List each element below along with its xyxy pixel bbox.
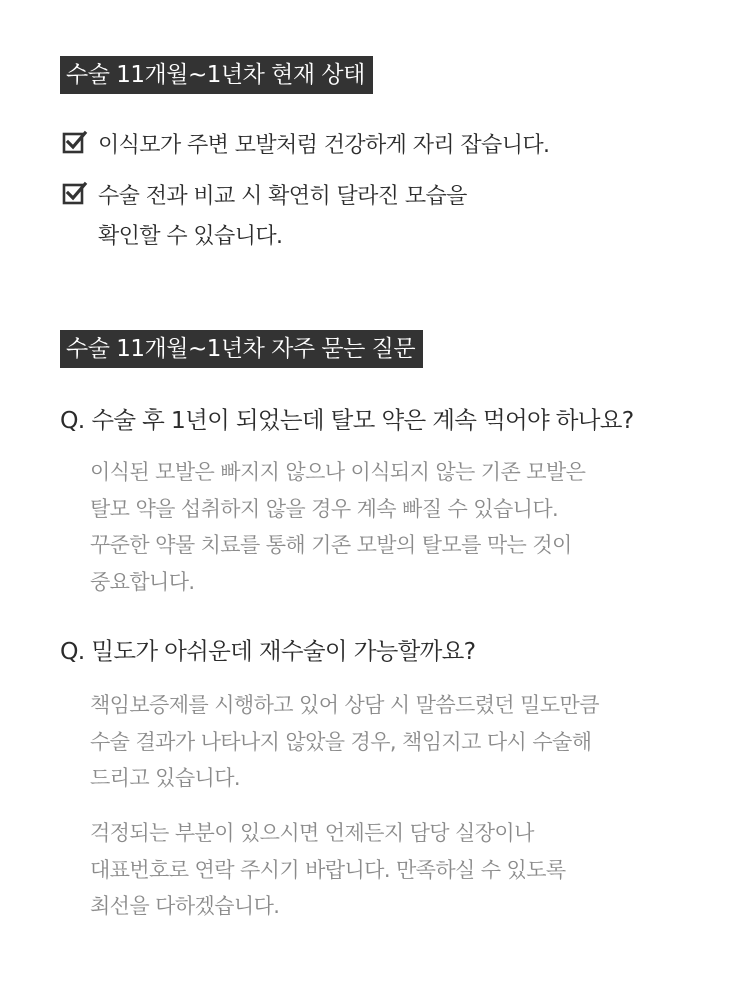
checkbox-checked-icon <box>62 129 88 155</box>
faq-answer-line: 책임보증제를 시행하고 있어 상담 시 말씀드렸던 밀도만큼 <box>90 693 599 717</box>
status-item-line: 수술 전과 비교 시 확연히 달라진 모습을 <box>98 184 467 209</box>
faq-answer-line: 대표번호로 연락 주시기 바랍니다. 만족하실 수 있도록 <box>90 857 566 882</box>
faq-answer-line: 드리고 있습니다. <box>90 766 240 790</box>
status-item-line: 확인할 수 있습니다. <box>98 224 283 249</box>
faq-answer-line: 수술 결과가 나타나지 않았을 경우, 책임지고 다시 수술해 <box>90 729 592 754</box>
section-heading-current-status: 수술 11개월~1년차 현재 상태 <box>60 56 373 94</box>
faq-answer <box>90 687 720 797</box>
faq-answer-line: 탈모 약을 섭취하지 않을 경우 계속 빠질 수 있습니다. <box>90 496 559 521</box>
faq-answer-line: 걱정되는 부분이 있으시면 언제든지 담당 실장이나 <box>90 821 534 845</box>
status-item <box>62 177 720 257</box>
faq-question: Q. 수술 후 1년이 되었는데 탈모 약은 계속 먹어야 하나요? <box>60 406 634 434</box>
faq-answer-line: 중요합니다. <box>90 569 195 594</box>
faq-answer-line: 최선을 다하겠습니다. <box>90 894 280 918</box>
faq-answer-line: 이식된 모발은 빠지지 않으나 이식되지 않는 기존 모발은 <box>90 460 586 484</box>
checkbox-checked-icon <box>62 180 88 206</box>
section-heading-faq: 수술 11개월~1년차 자주 묻는 질문 <box>60 330 423 368</box>
faq-question: Q. 밀도가 아쉬운데 재수술이 가능할까요? <box>60 637 476 665</box>
status-item-line: 이식모가 주변 모발처럼 건강하게 자리 잡습니다. <box>98 133 550 158</box>
status-item <box>62 126 720 166</box>
status-item-text <box>98 177 467 257</box>
faq-answer <box>90 454 720 600</box>
faq-answer-note <box>90 815 720 925</box>
status-item-text <box>98 126 549 166</box>
faq-answer-line: 꾸준한 약물 치료를 통해 기존 모발의 탈모를 막는 것이 <box>90 533 572 557</box>
